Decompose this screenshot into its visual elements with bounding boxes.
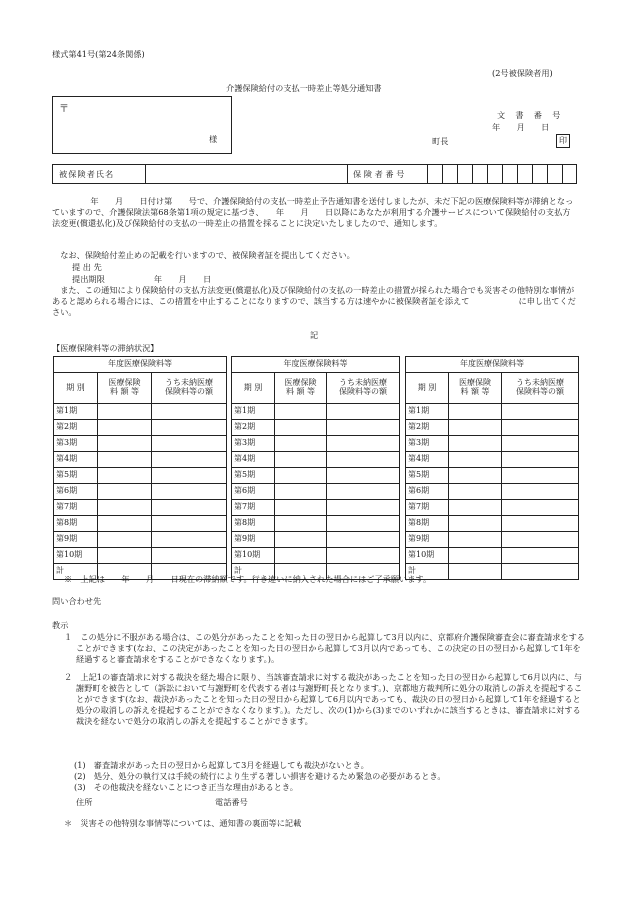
table-row <box>232 548 400 564</box>
instruction-item-1: １ この処分に不服がある場合は、この処分があったことを知った日の翌日から起算して3月以内に、京都府介護保険審査会に審査請求をすることができます(なお、この決定があったことを知った日の翌日から起算して3月以内であっても、この決定の日の翌日から起算して1年を経過すると審査請求をすることができなくなります。)。 <box>64 632 585 665</box>
col-period: 期 別 <box>54 373 98 404</box>
instruction-label: 教示 <box>52 620 69 630</box>
period-cell: 第6期 <box>232 484 275 500</box>
unpaid-cell <box>327 500 400 516</box>
col-unpaid: うち未納医療 保険料等の額 <box>502 373 579 404</box>
address-box <box>52 96 232 154</box>
table-row <box>54 548 227 564</box>
document-number-label: 文 書 番 号 <box>497 110 562 120</box>
unpaid-cell <box>502 532 579 548</box>
arrears-table-2 <box>231 356 400 580</box>
period-cell: 第8期 <box>232 516 275 532</box>
period-cell: 第7期 <box>406 500 449 516</box>
period-cell: 第1期 <box>232 404 275 420</box>
period-rows <box>406 404 579 580</box>
unpaid-cell <box>152 452 227 468</box>
period-cell: 第10期 <box>54 548 98 564</box>
year-header: 年度医療保険料等 <box>54 357 227 373</box>
table-row <box>406 516 579 532</box>
amount-cell <box>98 452 152 468</box>
unpaid-cell <box>152 436 227 452</box>
unpaid-cell <box>502 500 579 516</box>
amount-cell <box>449 452 502 468</box>
amount-cell <box>449 404 502 420</box>
total-label: 計 <box>406 564 449 580</box>
amount-cell <box>449 516 502 532</box>
body-paragraph-2: なお、保険給付差止めの記載を行いますので、被保険者証を提出してください。 <box>52 250 355 260</box>
unpaid-cell <box>327 404 400 420</box>
table-row <box>406 436 579 452</box>
body-paragraph-1: 年 月 日付け第 号で、介護保険給付の支払一時差止予告通知書を送付しましたが、未だ下記の医療保険料等が滞納となっていますので、介護保険法第68条第1項の規定に基づき、 年 月 日以降にあなたが利用する介護サービスについて保険給付の支払方法変更(償還払化)及び保険給付の支払の一時差止の措置を採ることに決定いたしましたので、通知します。 <box>52 196 574 229</box>
amount-cell <box>275 436 327 452</box>
unpaid-cell <box>502 404 579 420</box>
amount-cell <box>275 516 327 532</box>
instruction-sub-2: (2) 処分、処分の執行又は手続の続行により生ずる著しい損害を避けるため緊急の必要があるとき。 <box>74 771 446 781</box>
unpaid-cell <box>152 468 227 484</box>
period-cell: 第8期 <box>406 516 449 532</box>
amount-cell <box>275 452 327 468</box>
period-cell: 第4期 <box>406 452 449 468</box>
amount-cell <box>98 516 152 532</box>
table-row <box>406 404 579 420</box>
postal-mark: 〒 <box>59 104 69 115</box>
amount-cell <box>275 404 327 420</box>
amount-cell <box>275 468 327 484</box>
insured-type-label: (2号被保険者用) <box>492 68 553 78</box>
amount-cell <box>449 500 502 516</box>
amount-cell <box>449 532 502 548</box>
total-label: 計 <box>232 564 275 580</box>
unpaid-cell <box>152 500 227 516</box>
period-cell: 第6期 <box>406 484 449 500</box>
period-cell: 第4期 <box>232 452 275 468</box>
arrears-note: ※ 上記は 年 月 日現在の滞納額です。行き違いに納入された場合にはご了承願います。 <box>64 574 432 584</box>
amount-cell <box>275 532 327 548</box>
period-cell: 第2期 <box>406 420 449 436</box>
amount-cell <box>449 420 502 436</box>
period-cell: 第9期 <box>232 532 275 548</box>
amount-cell <box>98 548 152 564</box>
period-cell: 第7期 <box>54 500 98 516</box>
table-row <box>232 452 400 468</box>
amount-cell <box>275 548 327 564</box>
table-row <box>54 516 227 532</box>
unpaid-cell <box>152 548 227 564</box>
unpaid-cell <box>502 468 579 484</box>
address-label: 住所 <box>76 797 93 807</box>
table-row <box>406 548 579 564</box>
arrears-section-label: 【医療保険料等の滞納状況】 <box>52 343 159 353</box>
phone-label: 電話番号 <box>215 797 248 807</box>
unpaid-cell <box>327 452 400 468</box>
insurer-number-label: 保 険 者 番 号 <box>353 169 405 179</box>
table-row <box>406 468 579 484</box>
unpaid-cell <box>327 436 400 452</box>
period-cell: 第7期 <box>232 500 275 516</box>
table-row <box>54 532 227 548</box>
col-amount: 医療保険 料 額 等 <box>275 373 327 404</box>
period-cell: 第1期 <box>54 404 98 420</box>
col-amount: 医療保険 料 額 等 <box>98 373 152 404</box>
table-row <box>406 532 579 548</box>
period-cell: 第5期 <box>232 468 275 484</box>
col-period: 期 別 <box>406 373 449 404</box>
table-row <box>54 484 227 500</box>
year-header: 年度医療保険料等 <box>406 357 579 373</box>
instruction-sub-1: (1) 審査請求があった日の翌日から起算して3月を経過しても裁決がないとき。 <box>74 760 369 770</box>
table-row <box>54 404 227 420</box>
unpaid-cell <box>327 484 400 500</box>
period-cell: 第10期 <box>232 548 275 564</box>
insured-name-label: 被保険者氏名 <box>59 169 115 179</box>
period-cell: 第3期 <box>232 436 275 452</box>
unpaid-cell <box>327 532 400 548</box>
table-row <box>54 500 227 516</box>
table-row <box>406 452 579 468</box>
sama-label: 様 <box>209 134 218 144</box>
unpaid-cell <box>502 452 579 468</box>
table-row <box>406 500 579 516</box>
unpaid-cell <box>152 420 227 436</box>
submit-to-label: 提 出 先 <box>72 262 102 272</box>
inquiry-label: 問い合わせ先 <box>52 596 102 606</box>
table-row <box>232 404 400 420</box>
amount-cell <box>275 484 327 500</box>
period-cell: 第6期 <box>54 484 98 500</box>
amount-cell <box>98 532 152 548</box>
period-cell: 第5期 <box>54 468 98 484</box>
amount-cell <box>449 548 502 564</box>
table-row <box>54 468 227 484</box>
instruction-item-2: ２ 上記1の審査請求に対する裁決を経た場合に限り、当該審査請求に対する裁決があったことを知った日の翌日から起算して6月以内に、与謝野町を被告として（訴訟において与謝野町を代表する者は与謝野町長となります。)、京都地方裁判所に処分の取消しの訴えを提起することができます(なお、裁決があったことを知った日の翌日から起算して6月以内であっても、裁決の日の翌日から起算して1年を経過すると処分の取消しの訴えを提起することができなくなります。)。ただし、次の(1)から(3)までのいずれかに該当するときは、審査請求に対する裁決を経ないで処分の取消しの訴えを提起することができます。 <box>64 672 583 727</box>
unpaid-cell <box>327 468 400 484</box>
unpaid-cell <box>502 548 579 564</box>
period-cell: 第4期 <box>54 452 98 468</box>
unpaid-cell <box>152 484 227 500</box>
table-row <box>406 420 579 436</box>
col-period: 期 別 <box>232 373 275 404</box>
period-rows <box>232 404 400 580</box>
amount-cell <box>98 468 152 484</box>
instruction-sub-3: (3) その他裁決を経ないことにつき正当な理由があるとき。 <box>74 782 298 792</box>
table-row <box>232 420 400 436</box>
col-unpaid: うち未納医療 保険料等の額 <box>327 373 400 404</box>
table-row <box>232 516 400 532</box>
table-row <box>54 420 227 436</box>
issue-date-label: 年 月 日 <box>492 122 550 132</box>
unpaid-cell <box>502 420 579 436</box>
period-cell: 第2期 <box>54 420 98 436</box>
amount-cell <box>449 484 502 500</box>
unpaid-cell <box>327 516 400 532</box>
submit-deadline-label: 提出期限 年 月 日 <box>72 274 212 284</box>
seal-mark: 印 <box>556 134 570 148</box>
table-row <box>54 452 227 468</box>
period-cell: 第9期 <box>406 532 449 548</box>
mayor-label: 町長 <box>432 136 449 146</box>
unpaid-cell <box>152 532 227 548</box>
total-row <box>406 564 579 580</box>
amount-cell <box>275 500 327 516</box>
table-row <box>54 436 227 452</box>
amount-cell <box>449 564 502 580</box>
unpaid-cell <box>502 436 579 452</box>
col-amount: 医療保険 料 額 等 <box>449 373 502 404</box>
period-rows <box>54 404 227 580</box>
unpaid-cell <box>152 516 227 532</box>
table-row <box>406 484 579 500</box>
table-row <box>232 532 400 548</box>
amount-cell <box>449 468 502 484</box>
unpaid-cell <box>502 564 579 580</box>
year-header: 年度医療保険料等 <box>232 357 400 373</box>
body-paragraph-3: また、この通知により保険給付の支払方法変更(償還払化)及び保険給付の支払の一時差止の措置が採られた場合でも災害その他特別な事情があると認められる場合には、この措置を中止することになりますので、該当する方は速やかに被保険者証を添えて に申し出てください。 <box>52 285 576 318</box>
table-row <box>232 484 400 500</box>
period-cell: 第9期 <box>54 532 98 548</box>
period-cell: 第8期 <box>54 516 98 532</box>
period-cell: 第1期 <box>406 404 449 420</box>
insured-row <box>52 164 577 184</box>
footnote: ＊ 災害その他特別な事情等については、通知書の裏面等に記載 <box>64 818 302 828</box>
unpaid-cell <box>327 548 400 564</box>
document-title: 介護保険給付の支払一時差止等処分通知書 <box>226 83 382 93</box>
amount-cell <box>449 436 502 452</box>
table-row <box>232 500 400 516</box>
unpaid-cell <box>152 404 227 420</box>
amount-cell <box>98 484 152 500</box>
amount-cell <box>98 500 152 516</box>
amount-cell <box>275 420 327 436</box>
arrears-table-3 <box>405 356 579 580</box>
period-cell: 第3期 <box>406 436 449 452</box>
arrears-table-1 <box>53 356 227 580</box>
period-cell: 第3期 <box>54 436 98 452</box>
table-row <box>232 436 400 452</box>
period-cell: 第5期 <box>406 468 449 484</box>
col-unpaid: うち未納医療 保険料等の額 <box>152 373 227 404</box>
period-cell: 第10期 <box>406 548 449 564</box>
period-cell: 第2期 <box>232 420 275 436</box>
unpaid-cell <box>502 484 579 500</box>
amount-cell <box>98 436 152 452</box>
table-row <box>232 468 400 484</box>
unpaid-cell <box>502 516 579 532</box>
form-number: 様式第41号(第24条関係) <box>52 49 145 59</box>
ki-label: 記 <box>310 330 319 340</box>
unpaid-cell <box>327 420 400 436</box>
amount-cell <box>98 404 152 420</box>
total-label: 計 <box>54 564 98 580</box>
amount-cell <box>98 420 152 436</box>
